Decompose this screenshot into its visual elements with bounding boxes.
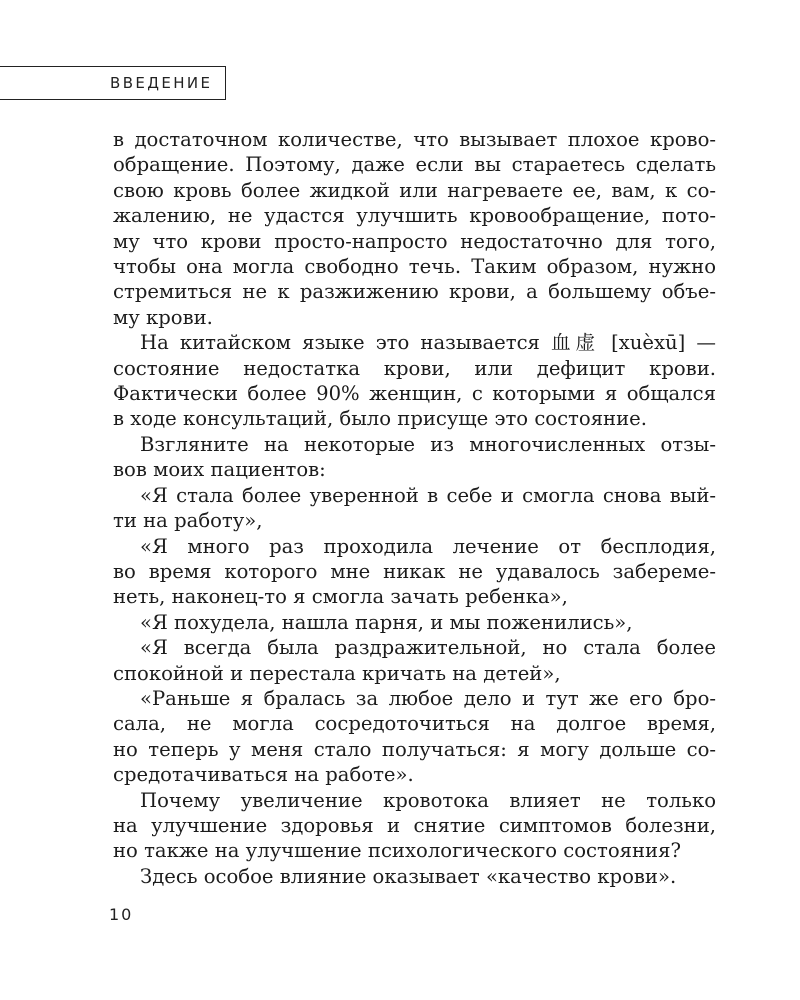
- text-line: ти на работу»,: [113, 509, 263, 533]
- text-line: стремиться не к разжижению крови, а большему объе-: [113, 280, 716, 304]
- text-line: Взгляните на некоторые из многочисленных отзы-: [140, 432, 716, 456]
- text-line: в ходе консультаций, было присуще это состояние.: [113, 407, 647, 431]
- text-line: сала, не могла сосредоточиться на долгое время,: [113, 712, 716, 736]
- text-line: На китайском языке это называется 血虚 [xuèxū] —: [140, 331, 716, 355]
- text-line: средотачиваться на работе».: [113, 763, 414, 787]
- text-line: но также на улучшение психологического состояния?: [113, 839, 681, 863]
- text-line: Почему увеличение кровотока влияет не только: [140, 788, 716, 812]
- text-line: неть, наконец-то я смогла зачать ребенка»,: [113, 585, 568, 609]
- text-line: «Я много раз проходила лечение от бесплодия,: [140, 534, 716, 558]
- page-number: 10: [109, 905, 134, 924]
- text-line: спокойной и перестала кричать на детей»,: [113, 661, 561, 685]
- text-line: свою кровь более жидкой или нагреваете ее, вам, к со-: [113, 178, 716, 202]
- text-line: «Я похудела, нашла парня, и мы поженились»,: [140, 610, 633, 634]
- text-line: на улучшение здоровья и снятие симптомов болезни,: [113, 813, 716, 837]
- text-line: состояние недостатка крови, или дефицит крови.: [113, 356, 716, 380]
- text-line: Фактически более 90% женщин, с которыми я общался: [113, 382, 716, 406]
- text-line: чтобы она могла свободно течь. Таким образом, нужно: [113, 255, 716, 279]
- text-line: вов моих пациентов:: [113, 458, 326, 482]
- text-line: в достаточном количестве, что вызывает плохое крово-: [113, 128, 716, 151]
- text-line: «Я стала более уверенной в себе и смогла снова вый-: [140, 483, 716, 507]
- body-text: [113, 127, 716, 889]
- text-line: жалению, не удастся улучшить кровообращение, пото-: [113, 204, 716, 228]
- text-line: «Раньше я бралась за любое дело и тут же его бро-: [140, 686, 716, 710]
- section-header-label: ВВЕДЕНИЕ: [110, 74, 213, 92]
- text-line: во время которого мне никак не удавалось забереме-: [113, 559, 716, 583]
- text-line: «Я всегда была раздражительной, но стала более: [140, 636, 716, 660]
- text-line: обращение. Поэтому, даже если вы стараетесь сделать: [113, 153, 716, 177]
- text-line: му крови.: [113, 305, 213, 329]
- text-line: му что крови просто-напросто недостаточно для того,: [113, 229, 716, 253]
- text-line: Здесь особое влияние оказывает «качество крови».: [140, 864, 677, 888]
- text-line: но теперь у меня стало получаться: я могу дольше со-: [113, 737, 716, 761]
